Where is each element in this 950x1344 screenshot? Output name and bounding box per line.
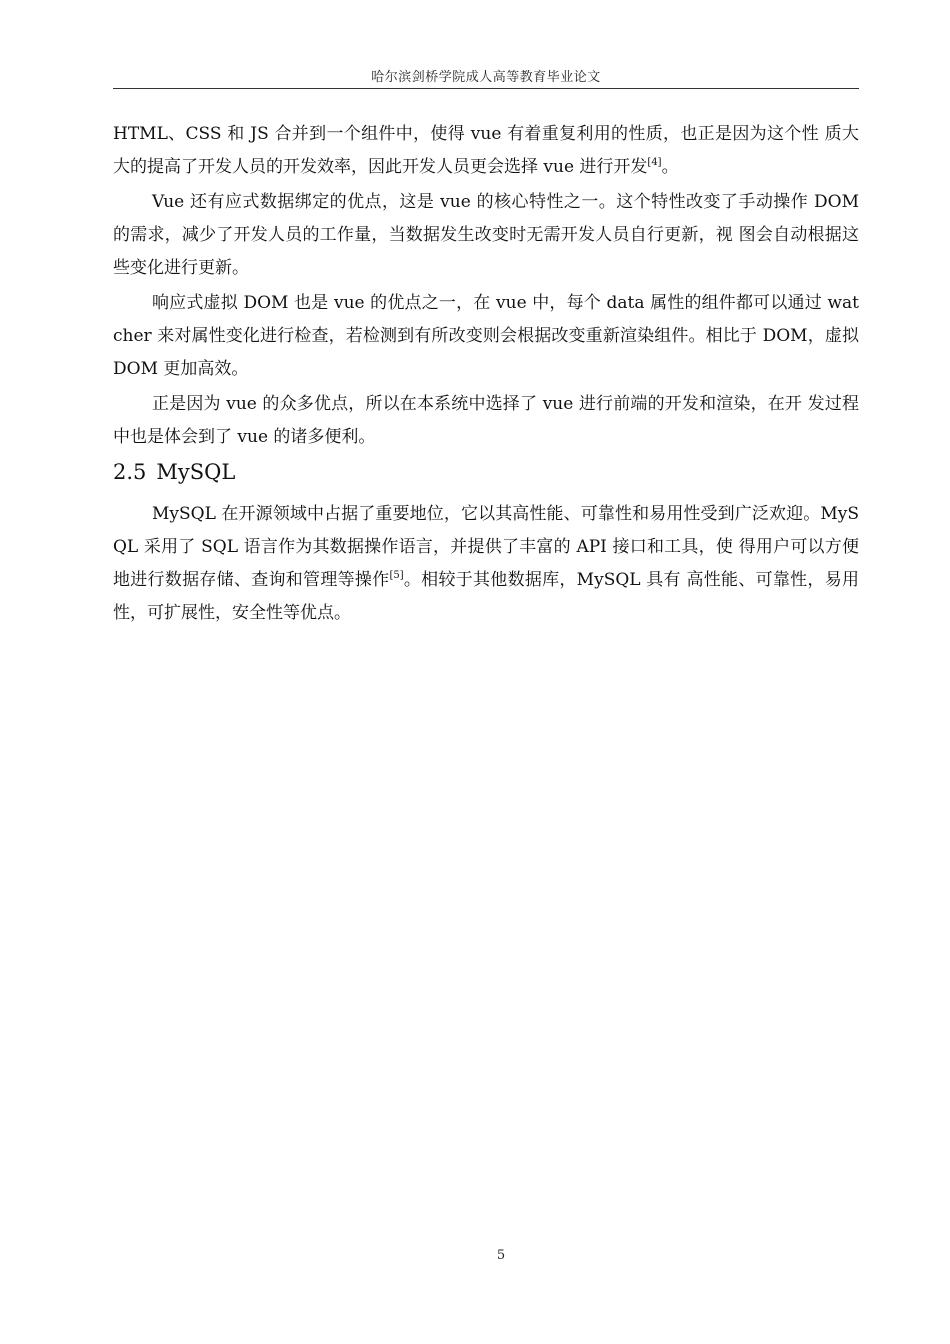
- paragraph-mysql: [113, 498, 859, 630]
- paragraph-vue-virtual-dom: 响应式虚拟 DOM 也是 vue 的优点之一，在 vue 中，每个 data 属性的组件都可以通过 watcher 来对属性变化进行检查，若检测到有所改变则会根据改变重新渲染组件。相比于 DOM，虚拟 DOM 更加高效。: [113, 293, 859, 379]
- section-heading: [113, 454, 859, 498]
- citation-ref: [5]: [389, 570, 404, 581]
- paragraph-text: MySQL 在开源领域中占据了重要地位，它以其高性能、可靠性和易用性受到广泛欢迎。MySQL 采用了 SQL 语言作为其数据操作语言，并提供了丰富的 API 接口和工具，使 得用户可以方便地进行数据存储、查询和管理等操作: [113, 504, 859, 590]
- paragraph-vue-reactive-binding: Vue 还有应式数据绑定的优点，这是 vue 的核心特性之一。这个特性改变了手动操作 DOM 的需求，减少了开发人员的工作量，当数据发生改变时无需开发人员自行更新，视 图会自动根据这些变化进行更新。: [113, 192, 859, 278]
- paragraph-text: HTML、CSS 和 JS 合并到一个组件中，使得 vue 有着重复利用的性质，也正是因为这个性 质大大的提高了开发人员的开发效率，因此开发人员更会选择 vue 进行开发: [113, 124, 859, 177]
- header-rule: [113, 88, 859, 89]
- document-body: [113, 118, 859, 630]
- running-header: 哈尔滨剑桥学院成人高等教育毕业论文: [371, 70, 601, 85]
- paragraph-vue-reuse: [113, 118, 859, 184]
- paragraph-vue-conclusion: 正是因为 vue 的众多优点，所以在本系统中选择了 vue 进行前端的开发和渲染，在开 发过程中也是体会到了 vue 的诸多便利。: [113, 394, 859, 447]
- citation-ref: [4]: [647, 157, 662, 168]
- section-title: MySQL: [156, 460, 236, 484]
- paragraph-text: 。相较于其他数据库，MySQL 具有 高性能、可靠性，易用性，可扩展性，安全性等优点。: [113, 570, 859, 623]
- paragraph-text: 。: [661, 157, 679, 177]
- page-number: 5: [496, 1248, 506, 1263]
- section-number: 2.5: [113, 460, 147, 484]
